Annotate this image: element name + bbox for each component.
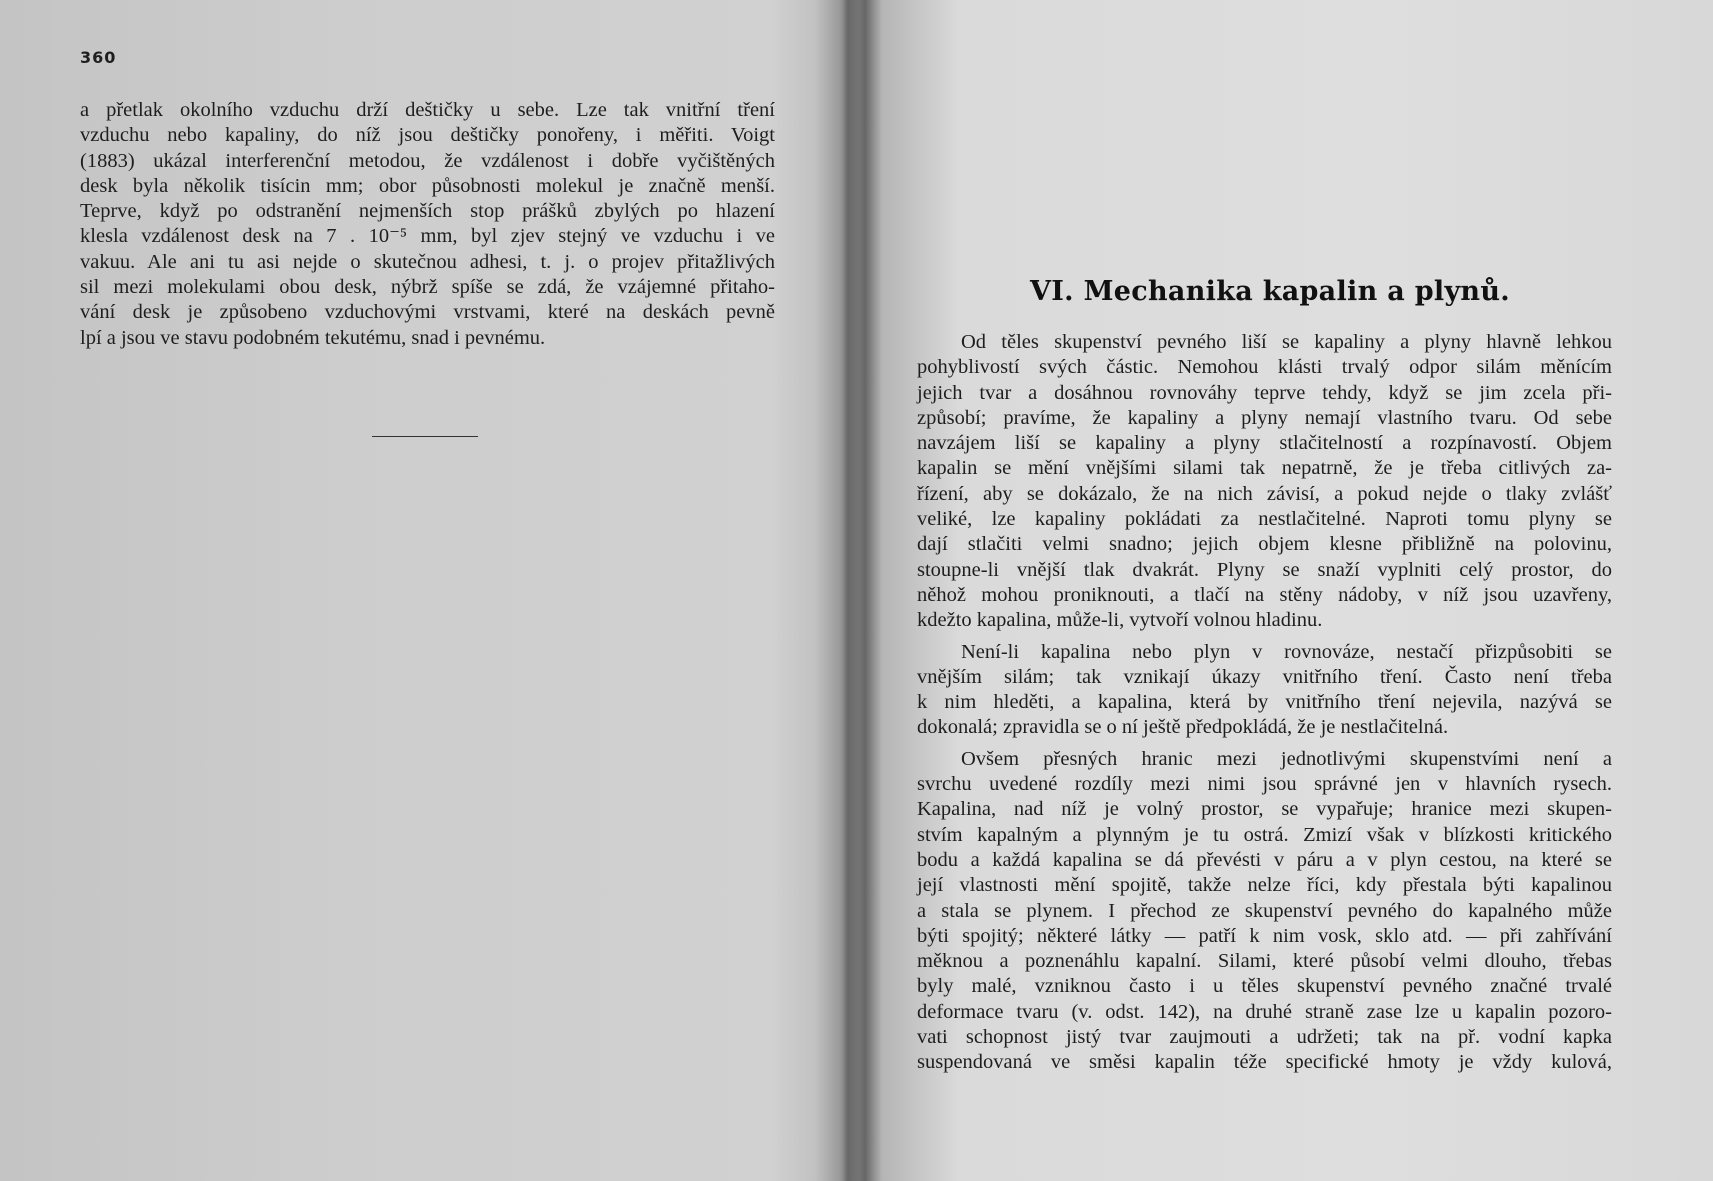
text-line: vzduchu nebo kapaliny, do níž jsou deštičky ponořeny, i měřiti. Voigt — [80, 124, 775, 147]
right-page-text — [917, 330, 1612, 1076]
text-line: klesla vzdálenost desk na 7 . 10⁻⁵ mm, byl zjev stejný ve vzduchu i ve — [80, 225, 775, 248]
text-line: vání desk je způsobeno vzduchovými vrstvami, které na deskách pevně — [80, 301, 775, 324]
text-line: kdežto kapalina, může-li, vytvoří volnou hladinu. — [917, 609, 1323, 632]
text-line: způsobí; pravíme, že kapaliny a plyny nemají vlastního tvaru. Od sebe — [917, 406, 1612, 429]
text-line: její vlastnosti mění spojitě, takže nelze říci, kdy přestala býti kapalinou — [917, 874, 1612, 897]
left-page — [0, 0, 850, 1181]
text-line: měknou a poznenáhlu kapalní. Silami, které působí velmi dlouho, třebas — [917, 950, 1612, 973]
text-line: jejich tvar a dosáhnou rovnováhy teprve tehdy, když se jim zcela při- — [917, 381, 1612, 404]
text-line: býti spojitý; některé látky — patří k nim vosk, sklo atd. — při zahřívání — [917, 924, 1612, 947]
text-line: deformace tvaru (v. odst. 142), na druhé straně zase lze u kapalin pozoro- — [917, 1000, 1612, 1023]
text-line: lpí a jsou ve stavu podobném tekutému, snad i pevnému. — [80, 326, 546, 349]
text-line: svrchu uvedené rozdíly mezi nimi jsou správné jen v hlavních rysech. — [917, 773, 1612, 796]
text-line: k nim hleděti, a kapalina, která by vnitřního tření nejevila, nazývá se — [917, 691, 1612, 714]
text-line: stoupne-li vnější tlak dvakrát. Plyny se snaží vyplniti celý prostor, do — [917, 558, 1612, 581]
text-line: byly malé, vzniknou často i u těles skupenství pevného značné trvalé — [917, 975, 1612, 998]
text-line: Teprve, když po odstranění nejmenších stop prášků zbylých po hlazení — [80, 200, 775, 223]
text-line: dají stlačiti velmi snadno; jejich objem klesne přibližně na polovinu, — [917, 533, 1612, 556]
text-line: a stala se plynem. I přechod ze skupenství pevného do kapalného může — [917, 899, 1612, 922]
text-line: (1883) ukázal interferenční metodou, že vzdálenost i dobře vyčištěných — [80, 149, 775, 172]
text-line: bodu a každá kapalina se dá převésti v páru a v plyn cestou, na které se — [917, 848, 1612, 871]
text-line: pohyblivostí svých částic. Nemohou klásti trvalý odpor silám měnícím — [917, 356, 1612, 379]
text-line: a přetlak okolního vzduchu drží deštičky u sebe. Lze tak vnitřní tření — [80, 99, 775, 121]
text-line: vati schopnost jistý tvar zaujmouti a udržeti; tak na př. vodní kapka — [917, 1026, 1612, 1049]
right-page — [858, 0, 1713, 1181]
chapter-title: VI. Mechanika kapalin a plynů. — [1030, 276, 1510, 307]
left-page-text — [80, 98, 775, 351]
text-line: navzájem liší se kapaliny a plyny stlačitelností a rozpínavostí. Objem — [917, 432, 1612, 455]
page-number: 360 — [80, 48, 117, 67]
text-line: Ovšem přesných hranic mezi jednotlivými skupenstvími není a — [961, 747, 1612, 770]
section-divider — [372, 436, 478, 437]
text-line: řízení, aby se dokázalo, že na nich závisí, a pokud nejde o tlaky zvlášť — [917, 482, 1612, 505]
text-line: suspendovaná ve směsi kapalin téže specifické hmoty je vždy kulová, — [917, 1051, 1612, 1074]
text-line: vakuu. Ale ani tu asi nejde o skutečnou adhesi, t. j. o projev přitažlivých — [80, 250, 775, 273]
text-line: vnějším silám; tak vznikají úkazy vnitřního tření. Často není třeba — [917, 665, 1612, 688]
text-line: desk byla několik tisícin mm; obor působnosti molekul je značně menší. — [80, 174, 775, 197]
text-line: veliké, lze kapaliny pokládati za nestlačitelné. Naproti tomu plyny se — [917, 508, 1612, 531]
text-line: sil mezi molekulami obou desk, nýbrž spíše se zdá, že vzájemné přitaho- — [80, 276, 775, 299]
text-line: Od těles skupenství pevného liší se kapaliny a plyny hlavně lehkou — [961, 331, 1612, 353]
text-line: kapalin se mění vnějšími silami tak nepatrně, že je třeba citlivých za- — [917, 457, 1612, 480]
text-line: něhož mohou proniknouti, a tlačí na stěny nádoby, v níž jsou uzavřeny, — [917, 583, 1612, 606]
text-line: Není-li kapalina nebo plyn v rovnováze, nestačí přizpůsobiti se — [961, 640, 1612, 663]
text-line: dokonalá; zpravidla se o ní ještě předpokládá, že je nestlačitelná. — [917, 716, 1449, 739]
text-line: stvím kapalným a plynným je tu ostrá. Zmizí však v blízkosti kritického — [917, 823, 1612, 846]
text-line: Kapalina, nad níž je volný prostor, se vypařuje; hranice mezi skupen- — [917, 798, 1612, 821]
